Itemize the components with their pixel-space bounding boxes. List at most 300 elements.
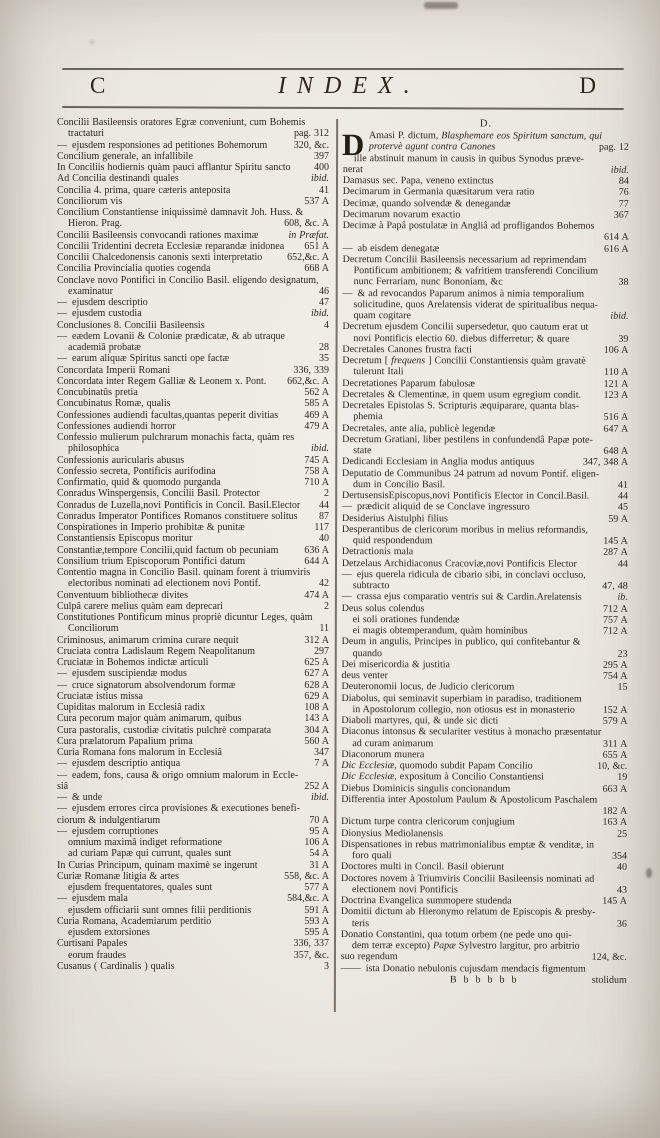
index-entry: [57, 747, 329, 758]
entry-text: In Conciliis hodiernis quàm pauci afflantur Spiritu sancto: [57, 162, 291, 173]
page-reference: 44: [319, 499, 329, 511]
page-reference: 628 A: [304, 679, 329, 691]
entry-text: quam cogitare: [353, 310, 411, 322]
index-entry: [342, 355, 628, 367]
page-reference: 106 A: [603, 344, 629, 356]
page-reference: ibid.: [310, 792, 329, 803]
index-entry: [341, 749, 627, 761]
page-reference: 47, 48: [602, 580, 628, 592]
entry-text: dem terræ excepto) Papæ Sylvestro largitur, pro arbitrio: [351, 940, 580, 952]
page-reference: 636 A: [304, 544, 329, 556]
page-reference: 662,&c. A: [287, 375, 329, 387]
page-reference: 143 A: [304, 713, 329, 725]
entry-text: — cruce signatorum absolvendorum formæ: [57, 679, 236, 691]
page-reference: ibid.: [610, 310, 629, 322]
index-entry: [342, 333, 628, 345]
entry-text: Concilii Basileensis convocandi rationes maximæ: [57, 229, 259, 241]
index-entry: [341, 884, 627, 896]
index-entry: [57, 623, 329, 634]
index-entry: [341, 726, 627, 738]
index-entry: [57, 916, 329, 927]
index-entry: [57, 657, 329, 668]
index-entry: [57, 353, 329, 364]
page-reference: 585 A: [304, 398, 329, 410]
scan-artifact: [424, 2, 458, 9]
index-entry: [57, 725, 329, 736]
index-entry: [57, 938, 329, 949]
entry-text: Differentia inter Apostolum Paulum & Apostolicum Paschalem: [341, 793, 598, 806]
index-entry: [57, 927, 329, 938]
entry-text: ejusdem officiarii sunt omnes filii perditionis: [68, 904, 252, 916]
page-reference: 712 A: [603, 603, 628, 615]
entry-text: Confessiones audiendi horror: [57, 420, 176, 432]
page-reference: 584,&c. A: [287, 893, 329, 905]
index-entry: [57, 567, 329, 578]
entry-text: ad curiam Papæ qui currunt, quales sunt: [68, 848, 232, 860]
index-entry: [341, 828, 627, 840]
entry-text: Conciliorum vis: [57, 195, 123, 207]
entry-text: Concilium Constantiense iniquissimè damnavit Joh. Huss. &: [57, 207, 304, 218]
entry-text: Deputatio de Communibus 24 patrum ad novum Pontif. eligen-: [342, 467, 600, 480]
entry-text: Doctrina Evangelica summopere studenda: [340, 895, 512, 907]
index-entry: [342, 445, 628, 457]
page-reference: 663 A: [602, 783, 628, 795]
entry-text: — ejusdem descriptio antiqua: [57, 758, 181, 770]
page-reference: 577 A: [304, 882, 329, 893]
page-reference: 469 A: [304, 409, 329, 421]
entry-text: teris: [351, 917, 370, 929]
index-entry: [342, 546, 628, 558]
page-reference: 347, 348 A: [582, 456, 629, 469]
entry-text: — ejusdem descriptio: [57, 297, 148, 308]
page-reference: 252 A: [304, 780, 329, 792]
page-reference: 758 A: [304, 465, 329, 477]
index-entry: [57, 297, 329, 308]
index-entry: [57, 815, 329, 826]
entry-text: Confessiones audiendi facultas,quantas peperit divitias: [57, 409, 279, 421]
entry-text: Concilii Basileensis oratores Egræ conveniunt, cum Bohemis: [57, 117, 306, 128]
index-entry: [57, 117, 329, 128]
index-entry: [57, 275, 329, 286]
index-entry: [343, 254, 629, 266]
page-reference: ib.: [617, 592, 628, 604]
entry-text: Diaconorum munera: [341, 748, 425, 761]
index-entry: [343, 220, 629, 232]
index-entry: [342, 479, 628, 491]
entry-text: omnium maximâ indiget reformatione: [68, 837, 222, 848]
entry-text: Conradus Imperator Pontifices Romanos constituere solitus: [57, 510, 298, 522]
entry-text: Cruciata contra Ladislaum Regem Neapolitanum: [57, 645, 256, 657]
index-entry: [342, 603, 628, 615]
entry-text: Confessionis auricularis abusus: [57, 454, 185, 466]
page-reference: 712 A: [602, 625, 628, 637]
index-entry: [341, 861, 627, 873]
index-entry: [57, 398, 329, 409]
entry-text: Diaconus intonsus & seculariter vestitus à monacho præsentatur: [341, 726, 602, 738]
index-entry: [342, 310, 628, 322]
page-reference: 11: [319, 623, 329, 635]
index-entry: [341, 783, 627, 795]
entry-text: Conventuum bibliothecæ divites: [57, 589, 188, 601]
entry-text: — ejusdem custodia: [57, 308, 142, 320]
index-entry: [57, 488, 329, 499]
index-entry: [342, 636, 628, 648]
header-rule-top: [62, 68, 624, 70]
page-reference: ibid.: [310, 443, 329, 455]
entry-text: eorum fraudes: [68, 949, 126, 961]
index-entry: [342, 591, 628, 603]
index-entry: [341, 951, 627, 963]
index-entry: [57, 443, 329, 454]
entry-text: ejusdem frequentatores, quales sunt: [68, 882, 213, 893]
scan-artifact: [90, 40, 94, 44]
index-entry: [57, 376, 329, 387]
page-reference: 25: [617, 828, 628, 840]
index-entry: [57, 196, 329, 207]
entry-text: Domitii dictum ab Hieronymo relatum de Episcopis & presby-: [340, 906, 596, 918]
page-reference: 295 A: [602, 659, 628, 671]
page-reference: 304 A: [304, 724, 329, 736]
entry-text: electoribus nominati ad electionem novi Pontif.: [68, 578, 261, 590]
entry-text: Amasi P. dictum, Blasphemare eos Spiritum sanctum, qui: [368, 130, 603, 142]
entry-text: Dic Ecclesiæ, expositum à Concilio Constantiensi: [341, 771, 544, 783]
index-entry: [341, 873, 627, 885]
entry-text: Decretum [ frequens ] Concilii Constantiensis quàm gravatè: [342, 355, 586, 367]
entry-text: Curiæ Romanæ litigia & artes: [57, 870, 179, 882]
index-columns: [57, 117, 629, 985]
index-entry: [341, 918, 627, 930]
page-reference: 41: [319, 184, 329, 196]
index-entry: [342, 456, 628, 468]
entry-text: academiâ probatæ: [68, 342, 141, 353]
entry-text: Decimarum in Germania quæsitarum vera ratio: [342, 186, 535, 198]
page-reference: 297: [314, 645, 329, 657]
entry-text: Pontificum ambitionem; & vafritiem transferendi Concilium: [353, 265, 599, 277]
index-entry: [342, 423, 628, 435]
index-entry: [342, 389, 628, 401]
page-reference: 87: [319, 510, 329, 522]
page-reference: 19: [617, 772, 628, 784]
page-reference: 2: [324, 488, 329, 500]
entry-text: Cusanus ( Cardinalis ) qualis: [57, 960, 175, 972]
page-reference: 108 A: [304, 702, 329, 713]
page-reference: 4: [324, 319, 329, 331]
index-entry: [57, 387, 329, 398]
page-reference: 10, &c.: [597, 760, 628, 772]
entry-text: Consilium trium Episcoporum Pontifici datum: [57, 555, 246, 567]
index-entry: [57, 556, 329, 567]
page-reference: 347: [314, 747, 329, 758]
entry-text: ad curam animarum: [352, 737, 434, 749]
index-entry: [343, 288, 629, 300]
entry-text: subtracto: [352, 580, 390, 592]
entry-text: — crassa ejus comparatio ventris sui & Cardin.Arelatensis: [341, 591, 582, 603]
index-entry: [343, 231, 629, 243]
entry-text: suo regendum: [340, 951, 398, 963]
index-column-d: [327, 117, 629, 986]
page-reference: 754 A: [602, 670, 628, 682]
page-reference: 652,&c. A: [287, 252, 329, 263]
page-reference: 354: [612, 850, 628, 862]
page-reference: 36: [616, 918, 627, 930]
index-entry: [57, 803, 329, 814]
entry-text: ei soli orationes fundendæ: [352, 613, 460, 626]
page-reference: 54 A: [309, 848, 329, 860]
page-reference: 84: [618, 175, 629, 187]
page-reference: 41: [618, 479, 629, 491]
entry-text: Decretationes Paparum fabulosæ: [342, 377, 475, 389]
page-reference: 163 A: [602, 816, 628, 829]
entry-text: Dic Ecclesiæ, quomodo subdit Papam Concilio: [341, 760, 533, 772]
entry-text: ei magis obtemperandum, quàm hominibus: [352, 625, 528, 637]
page-reference: 3: [324, 960, 329, 972]
entry-text: Deus solus colendus: [341, 602, 425, 614]
entry-text: quid respondendum: [352, 535, 433, 547]
index-entry: [57, 578, 329, 589]
entry-text: Decretum ejusdem Concilii supersedetur, quo cautum erat ut: [342, 321, 589, 333]
index-entry: [343, 243, 629, 255]
entry-text: — ejusdem responsiones ad petitiones Bohemorum: [57, 139, 268, 151]
index-entry: [341, 681, 627, 693]
index-entry: [342, 614, 628, 626]
index-entry: [57, 128, 329, 139]
entry-text: Confessio secreta, Pontificis aurifodina: [57, 465, 216, 477]
index-entry: [341, 693, 627, 705]
page-reference: 312 A: [304, 634, 329, 646]
index-entry: [341, 805, 627, 817]
index-entry: [57, 893, 329, 904]
entry-text: — ejus querela ridicula de cibario sibi, in conclavi occluso,: [341, 568, 586, 581]
page-reference: 182 A: [602, 805, 628, 817]
index-entry: [57, 308, 329, 319]
page-reference: 76: [618, 187, 629, 199]
entry-text: Constitutiones Pontificum minus propriè dicuntur Leges, quàm: [57, 612, 313, 623]
index-entry: [57, 263, 329, 274]
section-heading-d: D.: [479, 118, 493, 130]
page-reference: 117: [314, 522, 329, 533]
page-reference: 2: [324, 600, 329, 612]
entry-text: state: [353, 445, 372, 457]
index-entry: [57, 646, 329, 657]
entry-text: Concubinatûs pretia: [57, 387, 138, 398]
index-column-c: [57, 117, 329, 985]
index-entry: [341, 715, 627, 727]
index-entry: [57, 691, 329, 702]
entry-text: Doctores multi in Concil. Basil obierunt: [341, 861, 505, 873]
entry-text: Dionysius Mediolanensis: [341, 827, 444, 839]
page-reference: 558, &c. A: [284, 870, 329, 882]
entry-text: — ejusdem errores circa provisiones & executiones benefi-: [57, 803, 300, 815]
index-entry: [57, 466, 329, 477]
index-entry: [343, 164, 629, 176]
entry-text: nerat: [342, 163, 363, 175]
entry-text: foro quali: [352, 850, 392, 862]
catchword: stolidum: [591, 974, 627, 986]
page-reference: 46: [319, 285, 329, 297]
page-reference: 537 A: [304, 195, 329, 207]
entry-text: Cupiditas malorum in Ecclesiâ radix: [57, 702, 206, 713]
page-reference: 44: [617, 558, 628, 570]
index-entry: [57, 421, 329, 432]
entry-text: Contentio magna in Concilio Basil. quinam forent à triumviris: [57, 567, 311, 578]
page-reference: 124, &c.: [591, 951, 627, 964]
entry-text: Concilia 4. prima, quare cæteris anteposita: [57, 184, 231, 196]
page-reference: 44: [617, 490, 629, 502]
entry-text: Diaboli martyres, qui, & unde sic dicti: [341, 715, 499, 727]
index-entry: [343, 209, 629, 221]
running-head-letter-left: C: [90, 73, 106, 98]
page-reference: 474 A: [304, 589, 329, 601]
page-reference: 110 A: [604, 366, 629, 379]
entry-text: siâ: [57, 780, 69, 792]
page-reference: 39: [618, 333, 629, 345]
index-entry: [57, 241, 329, 252]
entry-text: Conclave novo Pontifici in Concilio Basil. eligendo designatum,: [57, 274, 319, 286]
entry-text: Conradus Winspergensis, Concilii Basil. Protector: [57, 488, 260, 500]
entry-text: Confirmatio, quid & quomodo purganda: [57, 477, 221, 488]
index-entry: [57, 151, 329, 162]
entry-text: Detzelaus Archidiaconus Cracoviæ,novi Pontificis Elector: [341, 557, 577, 570]
entry-text: Culpâ carere melius quàm eam deprecari: [57, 600, 224, 612]
entry-text: Deuteronomii locus, de Judicio clericorum: [341, 681, 515, 693]
index-entry: [343, 153, 629, 165]
index-entry: [341, 895, 627, 907]
index-entry: [57, 770, 329, 781]
index-entry: [57, 601, 329, 612]
page-reference: 43: [616, 884, 627, 896]
page-reference: 59 A: [608, 513, 628, 525]
page-reference: 757 A: [602, 614, 628, 626]
index-entry: [57, 758, 329, 769]
page-reference: 40: [617, 862, 628, 874]
index-entry: [57, 286, 329, 297]
index-entry: [57, 713, 329, 724]
entry-text: Detractionis mala: [341, 546, 414, 558]
page-reference: 593 A: [304, 915, 329, 927]
entry-text: Conradus de Luzella,novi Pontificis in Concil. Basil.Elector: [57, 499, 301, 511]
entry-text: Diebus Dominicis singulis concionandum: [341, 782, 511, 794]
index-entry: [343, 276, 629, 288]
page-reference: 31 A: [309, 859, 329, 871]
index-entry: [57, 140, 329, 151]
entry-text: B b b b b b: [449, 974, 519, 986]
scan-artifact: [646, 868, 652, 878]
index-entry: [57, 511, 329, 522]
index-entry: [342, 558, 628, 570]
entry-text: Conclusiones 8. Concilii Basileensis: [57, 319, 205, 331]
page-header: [62, 68, 624, 109]
entry-text: Dei misericordia & justitia: [341, 658, 451, 671]
entry-text: Curia Romana fons malorum in Ecclesiâ: [57, 747, 222, 758]
index-entry: [57, 950, 329, 961]
page-reference: ibid.: [610, 164, 629, 176]
entry-text: Curtisani Papales: [57, 938, 128, 950]
drop-cap-letter: D: [341, 127, 365, 163]
index-entry: [342, 513, 628, 525]
index-entry: [57, 792, 329, 803]
page-reference: 516 A: [603, 411, 629, 424]
entry-text: Dedicandi Ecclesiam in Anglia modus antiquus: [342, 456, 535, 468]
page-reference: 648 A: [603, 445, 629, 457]
index-entry: [342, 580, 628, 592]
entry-text: nunc Ferrariam, nunc Bononiam, &c: [353, 276, 503, 288]
entry-text: — prædicit aliquid de se Conclave ingressuro: [341, 501, 530, 513]
page-reference: 152 A: [602, 704, 628, 716]
index-entry: [57, 173, 329, 184]
index-entry: [57, 162, 329, 173]
page-reference: 591 A: [304, 904, 329, 916]
running-head-letter-right: D: [579, 73, 596, 98]
entry-text: ejusdem extorsiones: [68, 927, 150, 938]
entry-text: Concordata inter Regem Galliæ & Leonem x. Pont.: [57, 375, 267, 387]
index-entry: [341, 816, 627, 828]
page-reference: in Præfat.: [288, 229, 329, 241]
entry-text: — ab eisdem denegatæ: [342, 242, 440, 254]
index-entry: [343, 186, 629, 198]
entry-text: examinatur: [68, 285, 113, 297]
page-reference: 629 A: [304, 690, 329, 702]
entry-text: Confessio mulierum pulchrarum monachis facta, quàm res: [57, 432, 295, 443]
index-entry: [341, 738, 627, 750]
page-reference: 15: [617, 682, 628, 694]
index-entry: [57, 455, 329, 466]
index-entry: [57, 736, 329, 747]
page-reference: 710 A: [304, 477, 329, 488]
index-entry: [57, 635, 329, 646]
entry-text: solicitudine, quos Arelatensis viderat de spiritualibus nequa-: [353, 298, 598, 311]
index-entry: [342, 659, 628, 671]
entry-text: Decretales Canones frustra facti: [342, 343, 472, 356]
index-entry: [342, 344, 628, 356]
index-entry: [57, 882, 329, 893]
index-entry: [341, 704, 627, 716]
page-reference: 614 A: [603, 231, 629, 244]
entry-text: Dispensationes in rebus matrimonialibus emptæ & venditæ, in: [341, 838, 595, 851]
page-reference: 320, &c.: [293, 139, 329, 151]
page-reference: 625 A: [304, 657, 329, 668]
index-entry: [341, 760, 627, 772]
index-entry: [342, 625, 628, 637]
entry-text: Concordata Imperii Romani: [57, 364, 171, 376]
entry-text: Decretales Epistolas S. Scripturis æquiparare, quanta blas-: [342, 400, 580, 412]
page-reference: 616 A: [603, 243, 629, 255]
entry-text: Deum in angulis, Principes in publico, qui confitebantur &: [341, 636, 581, 648]
index-entry: [342, 490, 628, 502]
index-entry: [57, 500, 329, 511]
entry-text: Damasus sec. Papa, veneno extinctus: [342, 175, 494, 187]
index-entry: [342, 321, 628, 333]
page-reference: 106 A: [304, 837, 329, 848]
entry-text: Doctores novem à Triumviris Concilii Basileensis nominati ad: [340, 872, 595, 885]
index-entry: [341, 940, 627, 952]
entry-text: Decimæ, quando solvendæ & denegandæ: [342, 197, 511, 209]
entry-text: — & ad revocandos Paparum animos à nimia temporalium: [342, 287, 585, 300]
page-reference: 644 A: [304, 555, 329, 567]
page-reference: ibid.: [310, 173, 329, 185]
entry-text: —— ista Donatio nebulonis cujusdam mendacis figmentum: [340, 962, 586, 975]
entry-text: electionem novi Pontificis: [351, 883, 458, 896]
page-reference: 647 A: [603, 423, 629, 435]
entry-text: Concilium generale, an infallibile: [57, 150, 193, 162]
index-entry: [341, 794, 627, 806]
index-entry: [57, 905, 329, 916]
index-entry: [341, 906, 627, 918]
entry-text: tractaturi: [68, 128, 105, 140]
entry-text: Decimarum novarum exactio: [342, 208, 461, 221]
index-entry: [57, 961, 329, 972]
entry-text: Ad Concilia destinandi quales: [57, 173, 179, 185]
index-entry: [342, 411, 628, 423]
